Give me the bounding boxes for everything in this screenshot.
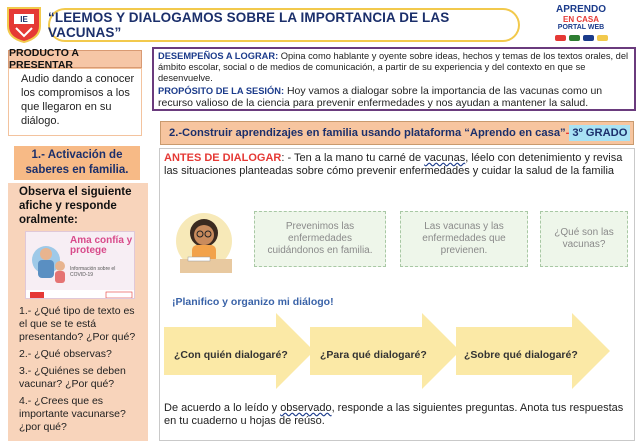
poster-subtitle: Información sobre el COVID-19: [70, 266, 116, 278]
page-title: “LEEMOS Y DIALOGAMOS SOBRE LA IMPORTANCIA DE LAS VACUNAS”: [48, 8, 520, 42]
web-icon: [583, 35, 594, 41]
main-content-panel: [159, 148, 635, 441]
bottom-word: observado: [280, 402, 332, 414]
observa-panel: [8, 183, 148, 441]
antes-label: ANTES DE DIALOGAR: [164, 152, 282, 164]
proposito-text: Hoy vamos a dialogar sobre la importancia de las vacunas como un recurso valioso de la ciencia para prevenir enfermedades y nos ayudan a mantener la salud.: [158, 84, 603, 109]
question-4: 4.- ¿Crees que es importante vacunarse? ¿por qué?: [19, 395, 126, 433]
step-dash: -: [565, 127, 570, 139]
school-shield-logo: [4, 4, 44, 44]
brand-line3: PORTAL WEB: [557, 24, 605, 31]
question-2: 2.- ¿Qué observas?: [19, 348, 112, 360]
card-vacunas-enfermedades: Las vacunas y las enfermedades que previenen.: [400, 211, 528, 267]
producto-body: Audio dando a conocer los compromisos a los que llegaron en su diálogo.: [8, 68, 142, 136]
step-2-banner: [160, 121, 634, 145]
bottom-part2: , responde a las siguientes preguntas. Anota tus respuestas en tu cuaderno u hojas de reúso.: [164, 402, 624, 427]
question-1: 1.- ¿Qué tipo de texto es el que se te está presentando? ¿Por qué?: [19, 305, 136, 343]
girl-writing-illustration: [170, 209, 240, 281]
desempenos-box: [152, 47, 636, 111]
radio-icon: [569, 35, 580, 41]
arrow-label-sobre-que: ¿Sobre qué dialogaré?: [464, 349, 578, 361]
card-prevenimos: Prevenimos las enfermedades cuidándonos en familia.: [254, 211, 386, 267]
desempenos-text: Opina como hablante y oyente sobre ideas, hechos y temas de los textos orales, del ámbito escolar, social o de medios de comunicación, a partir de su experiencia y del contexto en que se desenvuelve.: [158, 51, 629, 84]
brand-line2: EN CASA: [562, 15, 599, 24]
proposito-label: PROPÓSITO DE LA SESIÓN:: [158, 85, 285, 96]
tv-icon: [555, 35, 566, 41]
brand-line1: APRENDO: [555, 4, 606, 15]
shield-text: IE: [20, 15, 28, 24]
activacion-label: 1.- Activación de saberes en familia.: [14, 146, 140, 180]
arrow-label-para-que: ¿Para qué dialogaré?: [320, 349, 427, 361]
antes-word: vacunas: [424, 152, 466, 164]
book-icon: [597, 35, 608, 41]
desempenos-label: DESEMPEÑOS A LOGRAR:: [158, 51, 279, 61]
card-que-son-vacunas: ¿Qué son las vacunas?: [540, 211, 628, 267]
producto-heading: PRODUCTO A PRESENTAR: [8, 50, 142, 68]
antes-paragraph: [164, 152, 632, 178]
vaccine-poster-image: [25, 231, 135, 299]
bottom-paragraph: [164, 402, 632, 428]
antes-part1: : - Ten a la mano tu carné de: [281, 152, 425, 164]
plan-title: ¡Planifico y organizo mi diálogo!: [172, 296, 334, 308]
observa-title: Observa el siguiente afiche y responde oralmente:: [19, 186, 132, 226]
arrow-label-con-quien: ¿Con quién dialogaré?: [174, 349, 288, 361]
poster-title: Ama confía y protege: [70, 235, 133, 256]
question-3: 3.- ¿Quiénes se deben vacunar? ¿Por qué?: [19, 365, 126, 390]
grade-badge: 3º GRADO: [569, 125, 630, 141]
brand-icons: [526, 35, 636, 41]
aprendo-en-casa-brand: [526, 4, 636, 44]
antes-part2: , léelo con detenimiento y revisa las situaciones planteadas sobre cómo prevenir enfermedades y cuidar la salud de la familia: [164, 152, 623, 177]
bottom-part1: De acuerdo a lo leído y: [164, 402, 281, 414]
step-2-label: 2.-Construir aprendizajes en familia usando plataforma “Aprendo en casa”: [169, 127, 566, 139]
